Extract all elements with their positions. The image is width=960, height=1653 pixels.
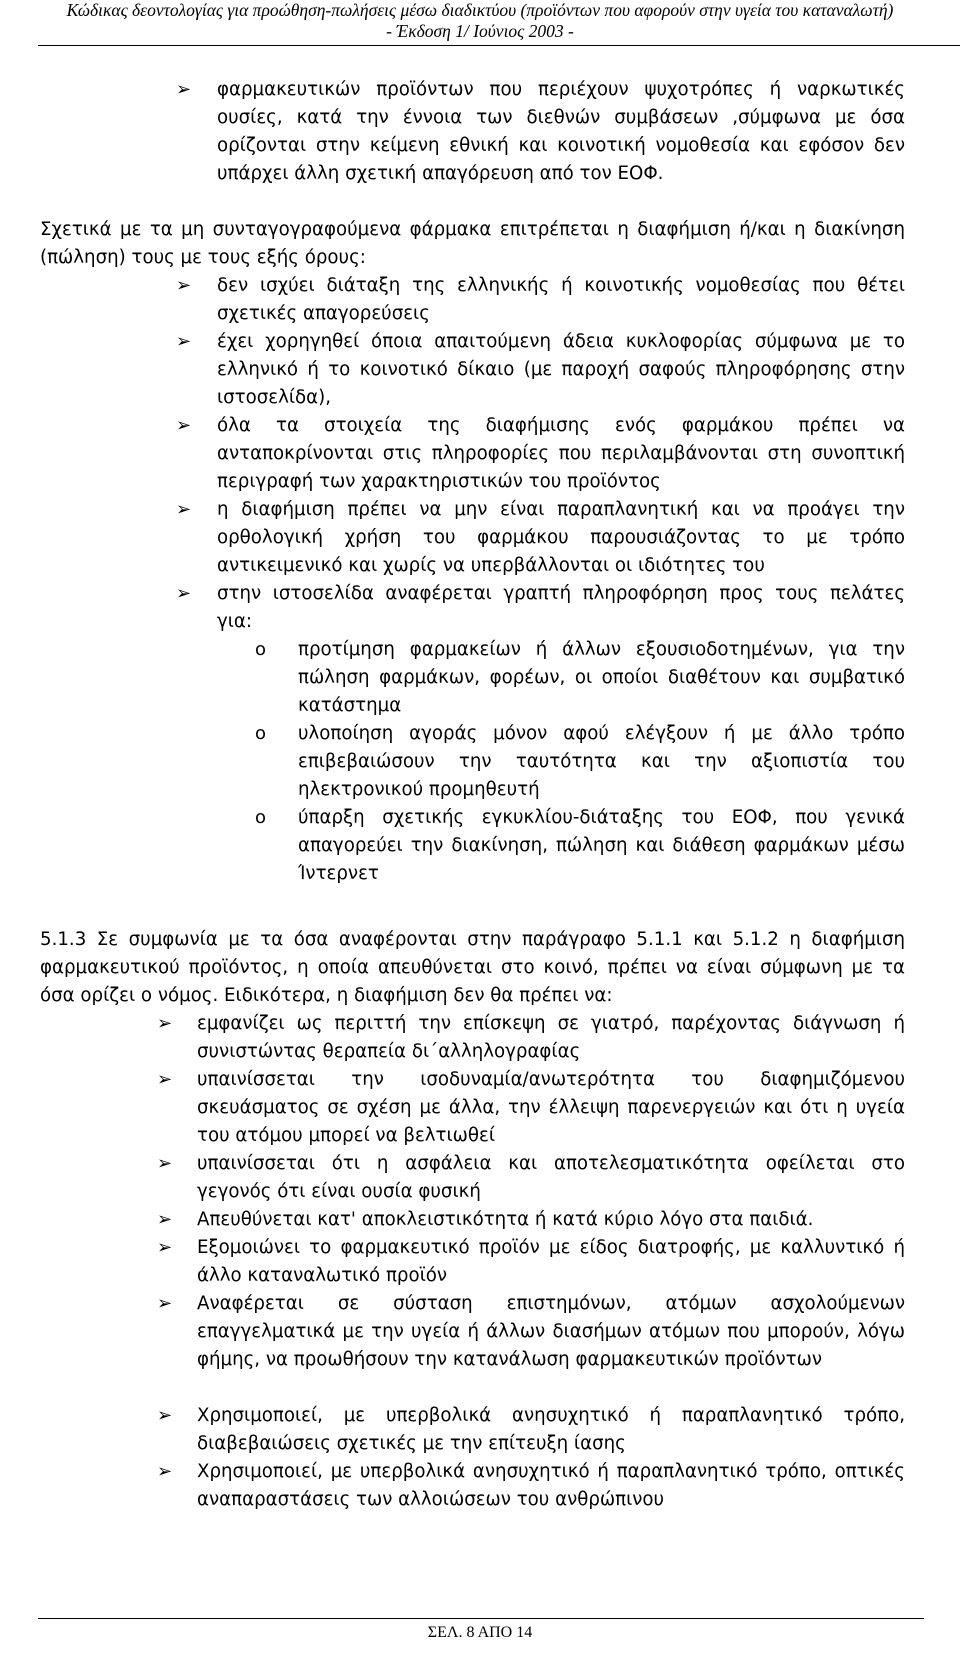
sub-bullet-icon: o xyxy=(255,807,267,828)
list-item: Απευθύνεται κατ' αποκλειστικότητα ή κατά κύριο λόγο στα παιδιά. xyxy=(197,1209,814,1230)
list-item: υπαινίσσεται ότι η ασφάλεια και αποτελεσματικότητα οφείλεται στο γεγονός ότι είναι ουσία φυσική xyxy=(197,1153,905,1202)
bullet-arrow-icon: ➢ xyxy=(157,1013,173,1034)
page-header xyxy=(0,0,960,42)
section-paragraph: 5.1.3 Σε συμφωνία με τα όσα αναφέρονται στην παράγραφο 5.1.1 και 5.1.2 η διαφήμιση φαρμακευτικού προϊόντος, η οποία απευθύνεται στο κοινό, πρέπει να είναι σύμφωνη με τα όσα ορίζει ο νόμος. Ειδικότερα, η διαφήμιση δεν θα πρέπει να: xyxy=(40,929,905,1006)
sub-bullet-icon: o xyxy=(255,639,267,660)
sub-bullet-icon: o xyxy=(255,723,267,744)
page-number: ΣΕΛ. 8 ΑΠΟ 14 xyxy=(427,1624,533,1641)
bullet-arrow-icon: ➢ xyxy=(157,1461,173,1482)
bullet-arrow-icon: ➢ xyxy=(157,1237,173,1258)
list-item: Χρησιμοποιεί, με υπερβολικά ανησυχητικό ή παραπλανητικό τρόπο, διαβεβαιώσεις σχετικές με την επίτευξη ίασης xyxy=(197,1405,905,1454)
list-item: Αναφέρεται σε σύσταση επιστημόνων, ατόμων ασχολούμενων επαγγελματικά με την υγεία ή άλλων διασήμων ατόμων που μπορούν, λόγω φήμης, να προωθήσουν την κατανάλωση φαρμακευτικών προϊόντων xyxy=(197,1293,905,1370)
bullet-arrow-icon: ➢ xyxy=(176,415,192,436)
header-edition: - Έκδοση 1/ Ιούνιος 2003 - xyxy=(386,21,574,41)
list-item: δεν ισχύει διάταξη της ελληνικής ή κοινοτικής νομοθεσίας που θέτει σχετικές απαγορεύσεις xyxy=(217,275,905,324)
sub-list-item: προτίμηση φαρμακείων ή άλλων εξουσιοδοτημένων, για την πώληση φαρμάκων, φορέων, οι οποίοι διαθέτουν και συμβατικό κατάστημα xyxy=(298,639,905,716)
bullet-arrow-icon: ➢ xyxy=(157,1405,173,1426)
bullet-arrow-icon: ➢ xyxy=(176,275,192,296)
list-item: φαρμακευτικών προϊόντων που περιέχουν ψυχοτρόπες ή ναρκωτικές ουσίες, κατά την έννοια των διεθνών συμβάσεων ,σύμφωνα με όσα ορίζονται στην κείμενη εθνική και κοινοτική νομοθεσία και εφόσον δεν υπάρχει άλλη σχετική απαγόρευση από τον ΕΟΦ. xyxy=(217,79,905,184)
list-item: υπαινίσσεται την ισοδυναμία/ανωτερότητα του διαφημιζόμενου σκευάσματος σε σχέση με άλλα, την έλλειψη παρενεργειών και ότι η υγεία του ατόμου μπορεί να βελτιωθεί xyxy=(197,1069,905,1146)
list-item: εμφανίζει ως περιττή την επίσκεψη σε γιατρό, παρέχοντας διάγνωση ή συνιστώντας θεραπεία δι΄αλληλογραφίας xyxy=(197,1013,905,1062)
header-divider xyxy=(38,45,960,46)
bullet-arrow-icon: ➢ xyxy=(176,79,192,100)
header-title: Κώδικας δεοντολογίας για προώθηση-πωλήσεις μέσω διαδικτύου (προϊόντων που αφορούν στην υγεία του καταναλωτή) xyxy=(66,0,894,20)
bullet-arrow-icon: ➢ xyxy=(157,1209,173,1230)
list-item: Εξομοιώνει το φαρμακευτικό προϊόν με είδος διατροφής, με καλλυντικό ή άλλο καταναλωτικό προϊόν xyxy=(197,1237,905,1286)
bullet-arrow-icon: ➢ xyxy=(157,1293,173,1314)
list-item: έχει χορηγηθεί όποια απαιτούμενη άδεια κυκλοφορίας σύμφωνα με το ελληνικό ή το κοινοτικό δίκαιο (με παροχή σαφούς πληροφόρησης στην ιστοσελίδα), xyxy=(217,331,905,408)
footer-divider xyxy=(38,1618,924,1619)
list-item: όλα τα στοιχεία της διαφήμισης ενός φαρμάκου πρέπει να ανταποκρίνονται στις πληροφορίες που περιλαμβάνονται στη συνοπτική περιγραφή των χαρακτηριστικών του προϊόντος xyxy=(217,415,905,492)
bullet-arrow-icon: ➢ xyxy=(176,331,192,352)
bullet-arrow-icon: ➢ xyxy=(176,583,192,604)
sub-list-item: ύπαρξη σχετικής εγκυκλίου-διάταξης του ΕΟΦ, που γενικά απαγορεύει την διακίνηση, πώληση και διάθεση φαρμάκων μέσω Ίντερνετ xyxy=(298,807,905,884)
bullet-arrow-icon: ➢ xyxy=(157,1153,173,1174)
bullet-arrow-icon: ➢ xyxy=(176,499,192,520)
paragraph: Σχετικά με τα μη συνταγογραφούμενα φάρμακα επιτρέπεται η διαφήμιση ή/και η διακίνηση (πώληση) τους με τους εξής όρους: xyxy=(40,219,905,268)
sub-list-item: υλοποίηση αγοράς μόνον αφού ελέγξουν ή με άλλο τρόπο επιβεβαιώσουν την ταυτότητα και την αξιοπιστία του ηλεκτρονικού προμηθευτή xyxy=(298,723,905,800)
list-item: η διαφήμιση πρέπει να μην είναι παραπλανητική και να προάγει την ορθολογική χρήση του φαρμάκου παρουσιάζοντας το με τρόπο αντικειμενικό και χωρίς να υπερβάλλονται οι ιδιότητες του xyxy=(217,499,905,576)
list-item: στην ιστοσελίδα αναφέρεται γραπτή πληροφόρηση προς τους πελάτες για: xyxy=(217,583,905,632)
list-item: Χρησιμοποιεί, με υπερβολικά ανησυχητικό ή παραπλανητικό τρόπο, οπτικές αναπαραστάσεις των αλλοιώσεων του ανθρώπινου xyxy=(197,1461,905,1510)
bullet-arrow-icon: ➢ xyxy=(157,1069,173,1090)
